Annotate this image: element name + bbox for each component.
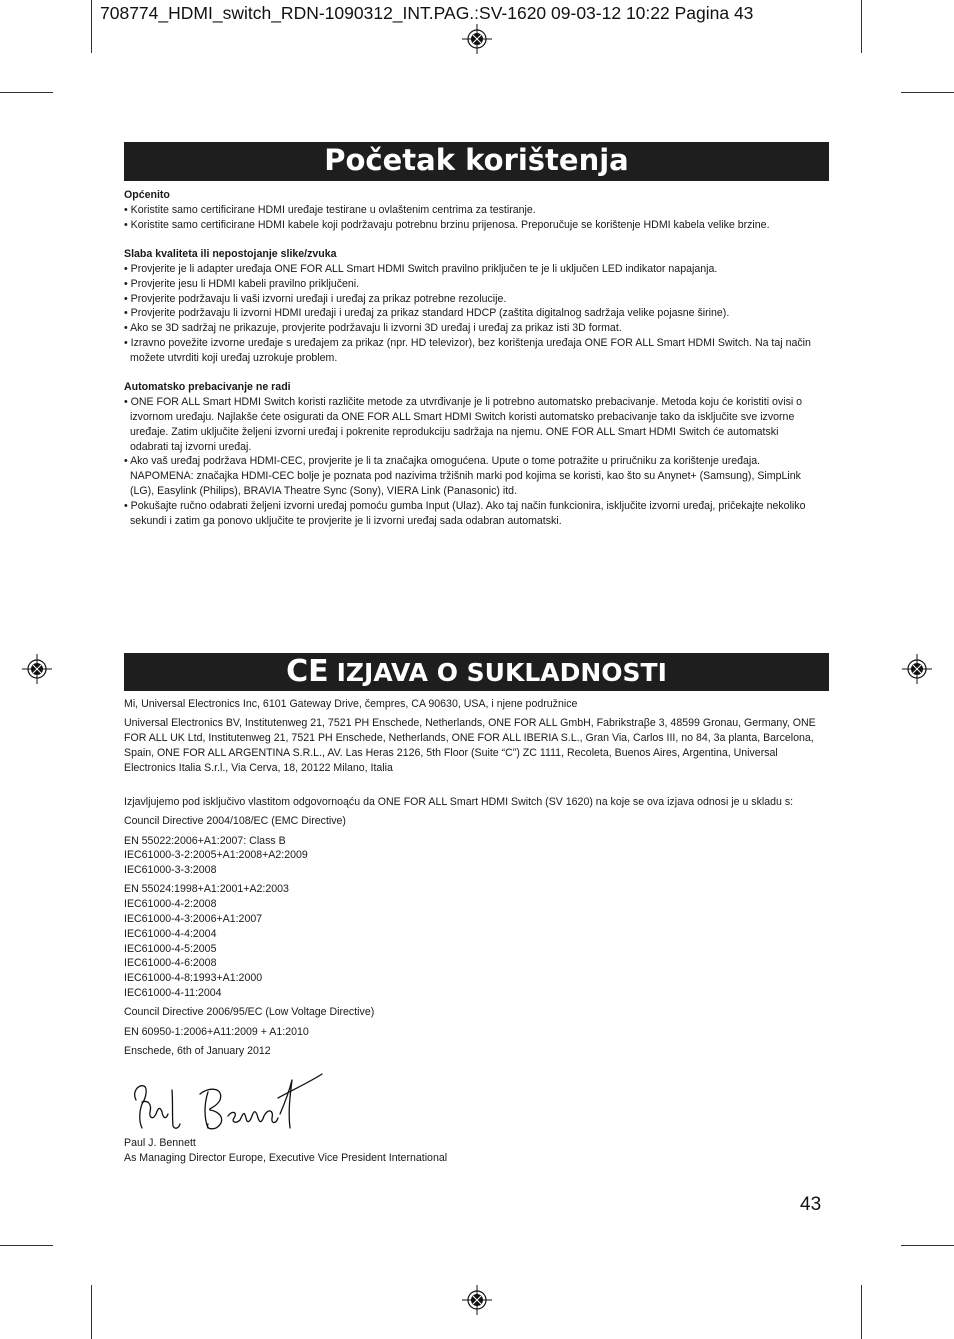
crop-mark xyxy=(901,1245,954,1246)
standard-line: IEC61000-3-2:2005+A1:2008+A2:2009 xyxy=(124,849,308,862)
intro-paragraph: Mi, Universal Electronics Inc, 6101 Gateway Drive, čempres, CA 90630, USA, i njene podružnice xyxy=(124,698,578,710)
standard-line: IEC61000-3-3:2008 xyxy=(124,864,217,877)
subheading: Općenito xyxy=(124,189,170,201)
section-title-banner xyxy=(124,653,829,691)
directive-line: Council Directive 2004/108/EC (EMC Directive) xyxy=(124,815,346,828)
bullet-item: • Koristite samo certificirane HDMI kabele koji podržavaju potrebnu brzinu prijenosa. Preporučuje se korištenje HDMI kabela velike brzine. xyxy=(124,218,770,231)
registration-mark-icon xyxy=(22,654,52,684)
bullet-item: • Provjerite jesu li HDMI kabeli pravilno priključeni. xyxy=(124,277,360,290)
bullet-item: • Provjerite je li adapter uređaja ONE FOR ALL Smart HDMI Switch pravilno priključen te je li uključen LED indikator napajanja. xyxy=(124,262,718,275)
standard-line: IEC61000-4-5:2005 xyxy=(124,942,217,955)
standard-line: IEC61000-4-8:1993+A1:2000 xyxy=(124,972,263,985)
standard-line: IEC61000-4-11:2004 xyxy=(124,987,222,1000)
crop-mark xyxy=(0,1245,53,1246)
signer-title: As Managing Director Europe, Executive Vice President International xyxy=(124,1152,448,1164)
crop-mark xyxy=(91,1285,92,1339)
page-number: 43 xyxy=(800,1194,822,1215)
standard-line: IEC61000-4-4:2004 xyxy=(124,927,217,940)
subheading: Slaba kvaliteta ili nepostojanje slike/zvuka xyxy=(124,248,337,261)
registration-mark-icon xyxy=(462,1285,492,1315)
addresses-paragraph: Universal Electronics BV, Institutenweg 21, 7521 PH Enschede, Netherlands, ONE FOR ALL GmbH, Fabrikstraβe 3, 48599 Gronau, Germany, ONE FOR ALL UK Ltd, Institutenweg 21, 7521 PH Enschede, Netherlands, ONE FOR ALL IBERIA S.L., Gran Via, Carlos III, no 84, 3a planta, Barcelona, Spain, ONE FOR ALL ARGENTINA S.R.L., AV. Las Heras 2126, 5th Floor (Suite “C”) ZC 1111, Recoleta, Buenos Aires, Argentina, Universal Electronics Italia S.r.l., Via Cerva, 18, 20122 Milano, Italia xyxy=(124,717,816,774)
signer-name: Paul J. Bennett xyxy=(124,1137,196,1149)
registration-mark-icon xyxy=(902,654,932,684)
crop-mark xyxy=(901,92,954,93)
bullet-item: • Provjerite podržavaju li vaši izvorni uređaji i uređaj za prikaz potrebne rezolucije. xyxy=(124,292,507,305)
bullet-item: • Izravno povežite izvorne uređaje s uređajem za prikaz (npr. HD televizor), bez korištenja uređaja ONE FOR ALL Smart HDMI Switch. Na taj način možete utvrditi koji uređaj uzrokuje problem. xyxy=(124,336,811,364)
place-date: Enschede, 6th of January 2012 xyxy=(124,1044,271,1057)
standard-line: IEC61000-4-2:2008 xyxy=(124,898,217,911)
bullet-item: • Ako vaš uređaj podržava HDMI-CEC, provjerite je li ta značajka omogućena. Upute o tome potražite u priručniku za korištenje uređaja. NAPOMENA: značajka HDMI-CEC bolje je poznata pod nazivima tržišnih marki pod kojima se koristi, kao što su Anynet+ (Samsung), SimpLink (LG), Easylink (Philips), BRAVIA Theatre Sync (Sony), VIERA Link (Panasonic) itd. xyxy=(124,455,801,497)
section-title: Početak korištenja xyxy=(324,143,629,177)
standard-line: IEC61000-4-6:2008 xyxy=(124,957,217,970)
standard-line: EN 55022:2006+A1:2007: Class B xyxy=(124,834,286,847)
signature-block xyxy=(124,1136,447,1166)
declaration-section xyxy=(124,697,829,1063)
directive-line: Council Directive 2006/95/EC (Low Voltage Directive) xyxy=(124,1006,375,1019)
subheading: Automatsko prebacivanje ne radi xyxy=(124,381,291,394)
section-title: IZJAVA O SUKLADNOSTI xyxy=(336,658,667,687)
crop-mark xyxy=(861,1285,862,1339)
bullet-item: • Pokušajte ručno odabrati željeni izvorni uređaj pomoću gumba Input (Ulaz). Ako taj način funkcionira, isključite izvorni uređaj, pričekajte nekoliko sekundi i zatim ga ponovo uključite te provjerite je li izvorni uređaj sada odabran automatski. xyxy=(124,499,806,527)
bullet-item: • ONE FOR ALL Smart HDMI Switch koristi različite metode za utvrđivanje je li potrebno automatsko prebacivanje. Metoda koju će koristiti ovisi o izvornom uređaju. Najlakše ćete osigurati da ONE FOR ALL Smart HDMI Switch koristi automatsko prebacivanje tako da isključite sve izvorne uređaje. Zatim uključite željeni izvorni uređaj i pokrenite reprodukciju sadržaja na njemu. ONE FOR ALL Smart HDMI Switch će automatski odabrati taj izvorni uređaj. xyxy=(124,396,803,453)
registration-mark-icon xyxy=(462,24,492,54)
standard-line: EN 60950-1:2006+A11:2009 + A1:2010 xyxy=(124,1025,309,1038)
bullet-item: • Koristite samo certificirane HDMI uređaje testirane u ovlaštenim centrima za testiranje. xyxy=(124,203,536,216)
section-title-banner xyxy=(124,142,829,181)
crop-mark xyxy=(91,0,92,53)
ce-mark: CE xyxy=(286,654,329,689)
declaration-paragraph: Izjavljujemo pod isključivo vlastitom odgovornoąću da ONE FOR ALL Smart HDMI Switch (SV 1620) na koje se ova izjava odnosi je u skladu s: xyxy=(124,795,794,808)
crop-mark xyxy=(0,92,53,93)
troubleshooting-section xyxy=(124,188,814,528)
bullet-item: • Ako se 3D sadržaj ne prikazuje, provjerite podržavaju li izvorni 3D uređaj i uređaj za prikaz isti 3D format. xyxy=(124,322,622,335)
bullet-item: • Provjerite podržavaju li izvorni HDMI uređaji i uređaj za prikaz standard HDCP (zaštita digitalnog sadržaja velike pojasne širine). xyxy=(124,307,730,320)
standard-line: IEC61000-4-3:2006+A1:2007 xyxy=(124,913,263,926)
signature-image xyxy=(128,1070,323,1136)
printer-slug: 708774_HDMI_switch_RDN-1090312_INT.PAG.:SV-1620 09-03-12 10:22 Pagina 43 xyxy=(100,3,754,23)
crop-mark xyxy=(861,0,862,53)
standard-line: EN 55024:1998+A1:2001+A2:2003 xyxy=(124,883,289,896)
